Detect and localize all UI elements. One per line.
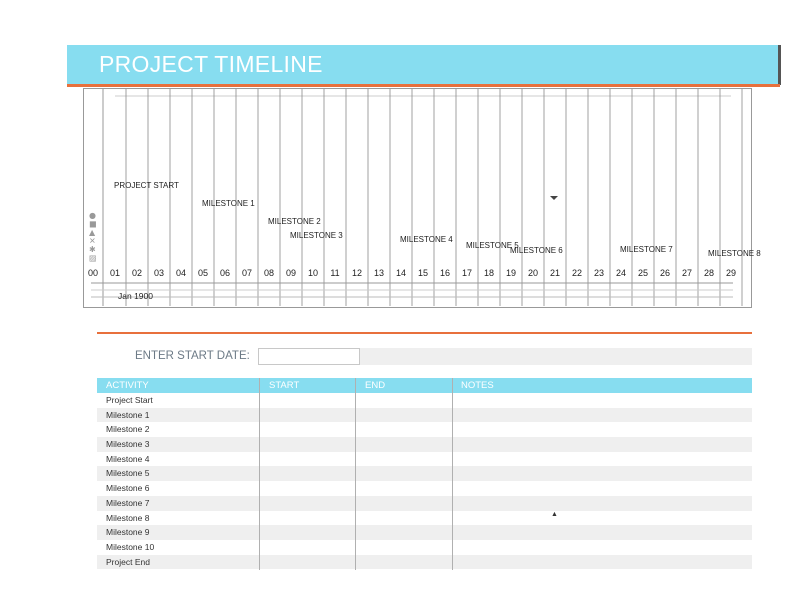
- milestone-label: MILESTONE 2: [268, 217, 321, 226]
- activity-cell: Milestone 3: [106, 439, 150, 450]
- cross-icon: ▨: [89, 253, 97, 263]
- start-date-input[interactable]: [258, 348, 360, 365]
- col-activity-header[interactable]: ACTIVITY: [106, 380, 149, 391]
- activity-cell: Milestone 2: [106, 424, 150, 435]
- day-tick-label: 29: [725, 268, 737, 278]
- day-tick-label: 02: [131, 268, 143, 278]
- activity-cell: Project End: [106, 556, 150, 567]
- day-tick-label: 11: [330, 268, 340, 278]
- table-row[interactable]: [97, 452, 752, 467]
- day-tick-label: 08: [263, 268, 275, 278]
- day-tick-label: 12: [351, 268, 363, 278]
- column-divider: [259, 378, 260, 570]
- day-tick-label: 15: [417, 268, 429, 278]
- square-icon: ■: [89, 219, 97, 229]
- activity-cell: Project Start: [106, 395, 153, 405]
- milestone-label: PROJECT START: [114, 181, 179, 190]
- day-tick-label: 04: [175, 268, 187, 278]
- day-tick-label: 28: [703, 268, 715, 278]
- day-tick-label: 21: [549, 268, 561, 278]
- activity-cell: Milestone 10: [106, 541, 155, 552]
- x-icon: ✕: [89, 236, 96, 246]
- star-icon: ✱: [89, 245, 96, 254]
- activity-cell: Milestone 9: [106, 527, 150, 538]
- banner-rule: [67, 84, 780, 87]
- day-tick-label: 17: [461, 268, 473, 278]
- table-row[interactable]: [97, 511, 752, 526]
- circle-icon: ●: [89, 211, 96, 220]
- day-tick-label: 23: [593, 268, 605, 278]
- table-row[interactable]: [97, 466, 752, 481]
- day-tick-label: 07: [241, 268, 253, 278]
- activity-cell: Milestone 6: [106, 483, 150, 494]
- page-title: PROJECT TIMELINE: [99, 51, 323, 77]
- activity-cell: Milestone 8: [106, 512, 150, 523]
- day-tick-label: 19: [505, 268, 517, 278]
- day-tick-label: 24: [615, 268, 627, 278]
- column-divider: [452, 378, 453, 570]
- milestone-label: MILESTONE 6: [510, 246, 563, 255]
- activity-cell: Milestone 4: [106, 453, 150, 464]
- day-tick-label: 25: [637, 268, 649, 278]
- col-end-header[interactable]: END: [365, 380, 386, 391]
- milestone-label: MILESTONE 4: [400, 235, 453, 244]
- triangle-icon: ▲: [89, 228, 96, 237]
- day-tick-label: 06: [219, 268, 231, 278]
- table-row[interactable]: [97, 422, 752, 437]
- column-divider: [355, 378, 356, 570]
- milestone-label: MILESTONE 5: [466, 241, 519, 250]
- col-notes-header[interactable]: NOTES: [461, 380, 494, 391]
- start-date-label: ENTER START DATE:: [135, 350, 250, 362]
- table-row[interactable]: [97, 393, 752, 408]
- milestone-label: MILESTONE 1: [202, 199, 255, 208]
- banner-edge: [778, 45, 781, 85]
- day-tick-label: 22: [571, 268, 583, 278]
- day-tick-label: 10: [307, 268, 319, 278]
- day-tick-label: 27: [681, 268, 693, 278]
- day-tick-label: 14: [395, 268, 407, 278]
- table-header: [97, 378, 752, 393]
- table-row[interactable]: [97, 437, 752, 452]
- day-tick-label: 13: [373, 268, 385, 278]
- table-row[interactable]: [97, 540, 752, 555]
- timeline-chart[interactable]: [83, 88, 761, 308]
- milestone-table: [97, 378, 752, 569]
- table-row[interactable]: [97, 496, 752, 511]
- start-date-bar: [360, 348, 752, 365]
- scroll-up-icon[interactable]: ▲: [551, 511, 558, 518]
- table-row[interactable]: [97, 408, 752, 423]
- section-divider: [97, 332, 752, 334]
- timeline-svg: [83, 88, 761, 308]
- day-tick-label: 03: [153, 268, 165, 278]
- day-tick-label: 18: [483, 268, 495, 278]
- milestone-label: MILESTONE 8: [708, 249, 761, 258]
- milestone-label: MILESTONE 3: [290, 231, 343, 240]
- table-row[interactable]: [97, 555, 752, 570]
- activity-cell: Milestone 5: [106, 468, 150, 479]
- table-row[interactable]: [97, 481, 752, 496]
- day-tick-label: 01: [109, 268, 121, 278]
- day-tick-label: 26: [659, 268, 671, 278]
- day-tick-label: 00: [87, 268, 99, 278]
- day-tick-label: 05: [197, 268, 209, 278]
- table-body: [97, 393, 752, 569]
- activity-cell: Milestone 7: [106, 497, 150, 508]
- activity-cell: Milestone 1: [106, 409, 150, 420]
- day-tick-label: 20: [527, 268, 539, 278]
- day-tick-label: 09: [285, 268, 297, 278]
- table-row[interactable]: [97, 525, 752, 540]
- col-start-header[interactable]: START: [269, 380, 300, 391]
- milestone-label: MILESTONE 7: [620, 245, 673, 254]
- month-label: Jan 1900: [118, 291, 153, 301]
- day-tick-label: 16: [439, 268, 451, 278]
